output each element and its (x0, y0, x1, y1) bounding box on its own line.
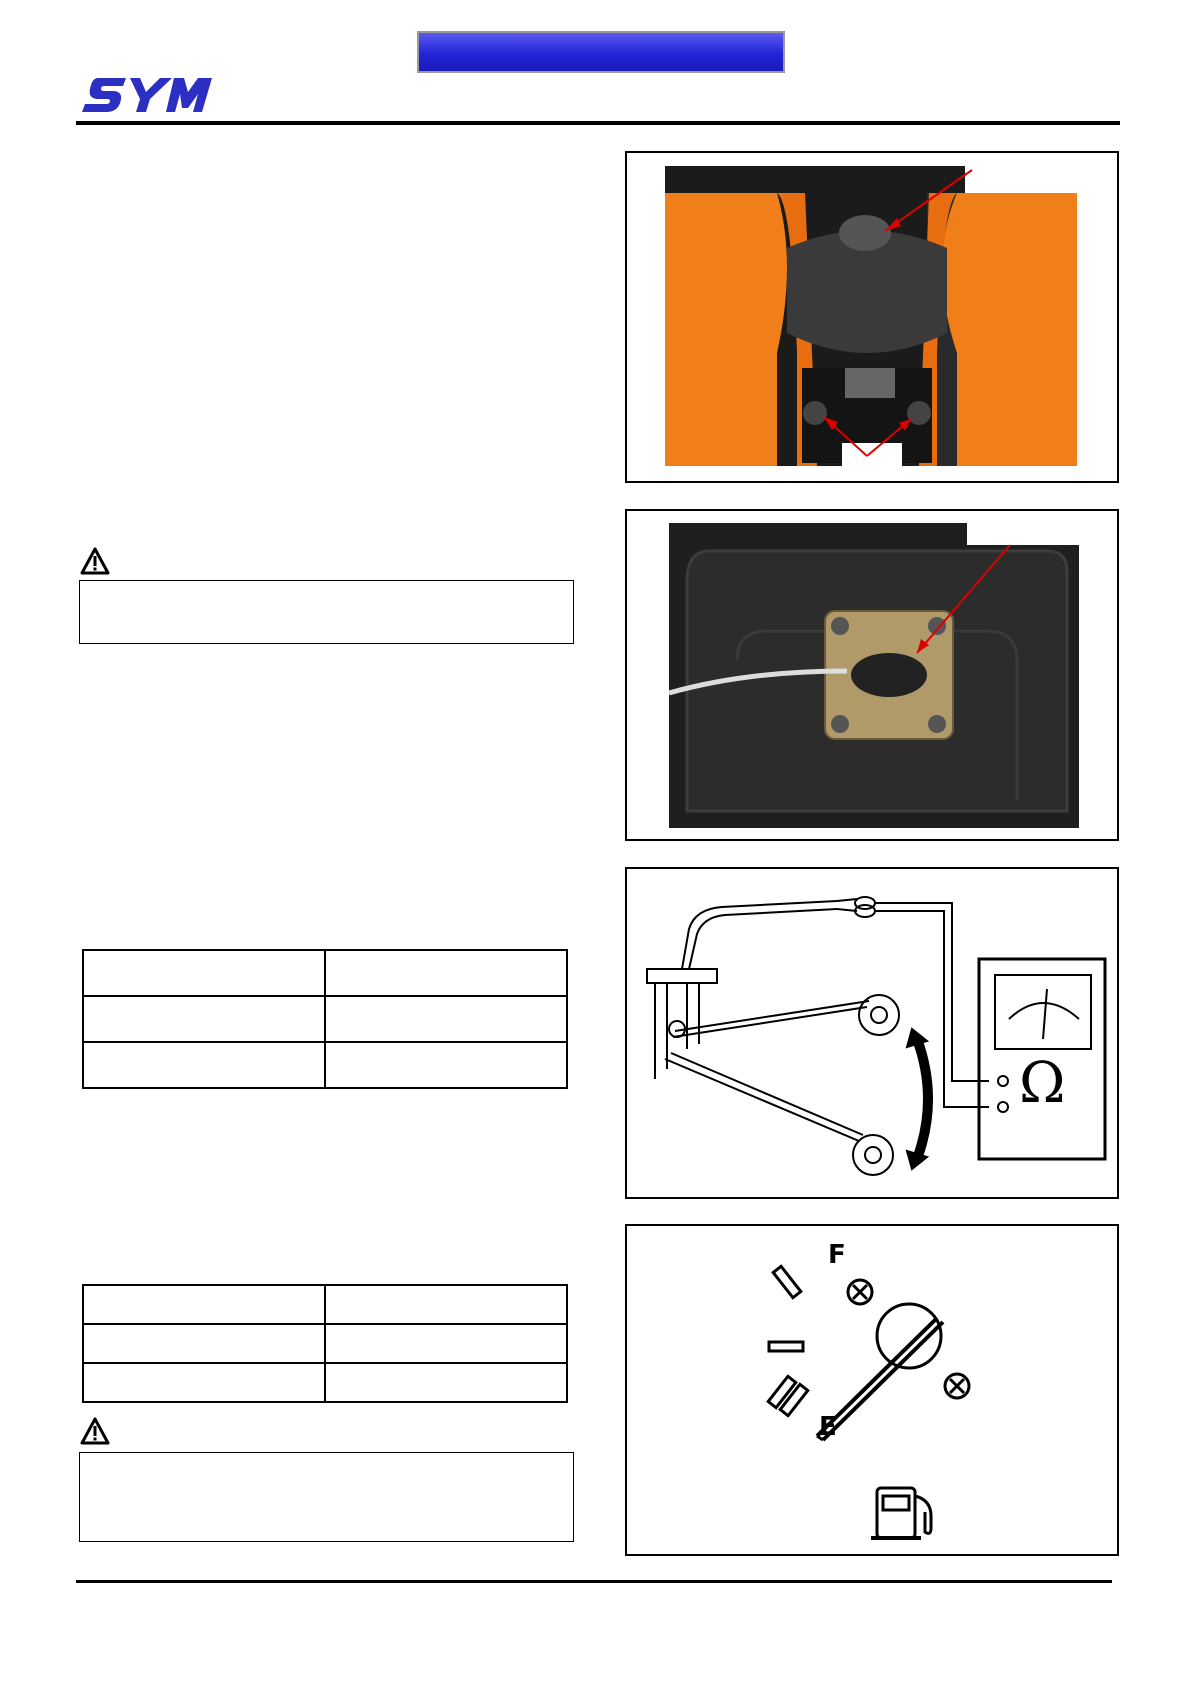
warning-box (79, 1452, 574, 1542)
warning-icon (80, 1417, 110, 1445)
table-row (83, 950, 567, 996)
table-row (83, 996, 567, 1042)
gauge-table (82, 1284, 568, 1403)
fuel-tank-photo-icon (627, 153, 1119, 483)
gauge-full-label: F (828, 1240, 846, 1270)
gauge-empty-label: E (819, 1412, 837, 1442)
fuel-gauge-figure (625, 1224, 1119, 1556)
header-title-bar (417, 31, 785, 73)
ohm-symbol: Ω (1019, 1051, 1066, 1116)
fuel-tank-figure (625, 151, 1119, 483)
fuel-unit-photo-icon (627, 511, 1119, 841)
table-row (83, 1324, 567, 1363)
header-rule (76, 121, 1120, 125)
fuel-unit-figure (625, 509, 1119, 841)
fuel-gauge-diagram-icon (627, 1226, 1119, 1556)
sym-logo (80, 72, 214, 118)
ohmmeter-figure (625, 867, 1119, 1199)
table-row (83, 1042, 567, 1088)
warning-box (79, 580, 574, 644)
warning-icon (80, 547, 110, 575)
table-row (83, 1363, 567, 1402)
resistance-table (82, 949, 568, 1089)
footer-rule (76, 1580, 1112, 1583)
ohmmeter-diagram-icon (627, 869, 1119, 1199)
table-row (83, 1285, 567, 1324)
